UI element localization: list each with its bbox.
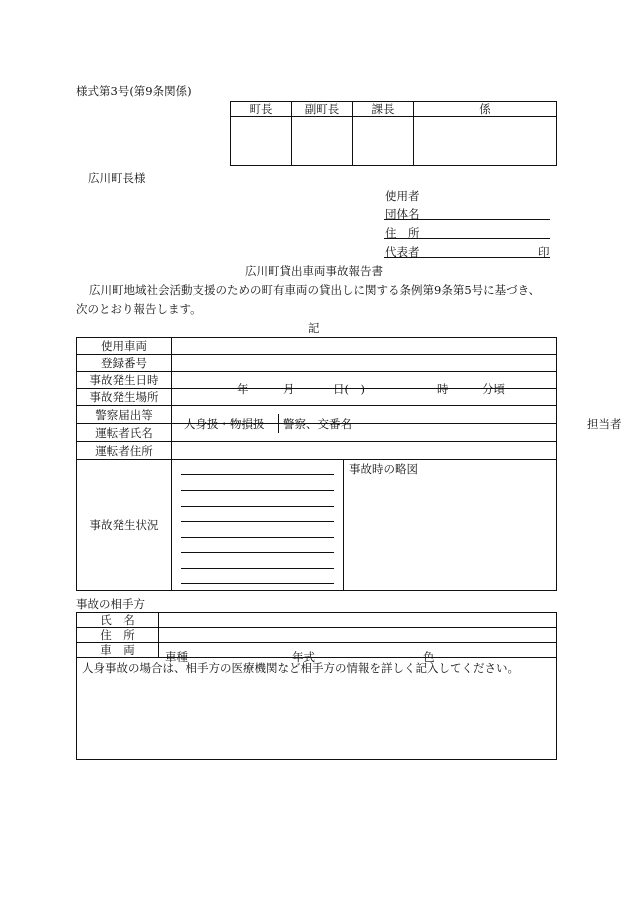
party-car-type-label: 車種 — [165, 650, 188, 664]
form-number: 様式第3号(第9条関係) — [76, 84, 192, 98]
datetime-month: 月 — [283, 382, 295, 396]
representative-field[interactable] — [384, 257, 550, 258]
situation-line-3 — [181, 506, 334, 507]
police-report-field[interactable] — [172, 406, 622, 431]
approval-stamp-mayor[interactable] — [231, 117, 292, 166]
accident-sketch-label: 事故時の略図 — [349, 462, 418, 476]
user-title: 使用者 — [385, 189, 420, 203]
approval-header-staff: 係 — [414, 102, 557, 117]
police-officer-label: 担当者 — [587, 416, 622, 431]
approval-stamp-deputy-mayor[interactable] — [292, 117, 353, 166]
approval-table — [230, 101, 557, 166]
situation-line-8 — [181, 583, 334, 584]
registration-number-field[interactable] — [172, 355, 557, 372]
datetime-year: 年 — [237, 382, 249, 396]
accident-datetime-field[interactable] — [172, 372, 557, 396]
approval-header-mayor: 町長 — [231, 102, 292, 117]
accident-situation-label: 事故発生状況 — [77, 460, 172, 591]
accident-datetime-label: 事故発生日時 — [77, 372, 172, 389]
party-name-field[interactable] — [159, 613, 557, 628]
police-station-label: 警察、交番名 — [283, 416, 352, 431]
accident-report-table — [76, 337, 622, 591]
other-party-table — [76, 612, 557, 760]
driver-name-label: 運転者氏名 — [77, 424, 172, 442]
other-party-heading: 事故の相手方 — [76, 597, 145, 611]
representative-label: 代表者 — [385, 245, 420, 259]
approval-header-deputy-mayor: 副町長 — [292, 102, 353, 117]
vehicle-used-field[interactable] — [172, 338, 557, 355]
document-title: 広川町貸出車両事故報告書 — [245, 264, 383, 278]
party-details-field[interactable] — [77, 658, 557, 760]
approval-stamp-section-chief[interactable] — [353, 117, 414, 166]
situation-line-6 — [181, 552, 334, 553]
accident-place-label: 事故発生場所 — [77, 389, 172, 406]
seal-mark: 印 — [538, 245, 550, 259]
accident-situation-field[interactable] — [172, 460, 344, 591]
party-address-field[interactable] — [159, 628, 557, 643]
address-field[interactable] — [384, 238, 550, 239]
body-text-line-1: 広川町地域社会活動支援のための町有車両の貸出しに関する条例第9条第5号に基づき、 — [89, 283, 541, 297]
driver-address-label: 運転者住所 — [77, 442, 172, 460]
party-address-label: 住 所 — [77, 628, 159, 643]
party-vehicle-label: 車 両 — [77, 643, 159, 658]
group-name-label: 団体名 — [385, 207, 420, 221]
approval-stamp-staff[interactable] — [414, 117, 557, 166]
party-name-label: 氏 名 — [77, 613, 159, 628]
party-vehicle-field[interactable] — [159, 643, 557, 664]
datetime-hour: 時 — [437, 382, 449, 396]
situation-line-5 — [181, 537, 334, 538]
ki-heading: 記 — [308, 321, 320, 335]
police-report-type: 人身扱・物損扱 — [184, 416, 265, 431]
datetime-day: 日( ) — [333, 382, 365, 396]
body-text-line-2: 次のとおり報告します。 — [76, 302, 202, 316]
situation-line-4 — [181, 521, 334, 522]
party-details-note: 人身事故の場合は、相手方の医療機関など相手方の情報を詳しく記入してください。 — [82, 661, 519, 675]
vehicle-used-label: 使用車両 — [77, 338, 172, 355]
address-label: 住 所 — [385, 226, 420, 240]
accident-sketch-field[interactable] — [344, 460, 557, 591]
situation-line-2 — [181, 490, 334, 491]
police-report-label: 警察届出等 — [77, 406, 172, 424]
driver-address-field[interactable] — [172, 442, 557, 460]
approval-header-section-chief: 課長 — [353, 102, 414, 117]
group-name-field[interactable] — [384, 219, 550, 220]
police-divider — [278, 414, 279, 433]
datetime-minute: 分頃 — [482, 382, 505, 396]
situation-line-1 — [181, 474, 334, 475]
party-color-label: 色 — [423, 650, 435, 664]
addressee: 広川町長様 — [88, 171, 146, 185]
situation-line-7 — [181, 568, 334, 569]
registration-number-label: 登録番号 — [77, 355, 172, 372]
party-model-year-label: 年式 — [292, 650, 315, 664]
